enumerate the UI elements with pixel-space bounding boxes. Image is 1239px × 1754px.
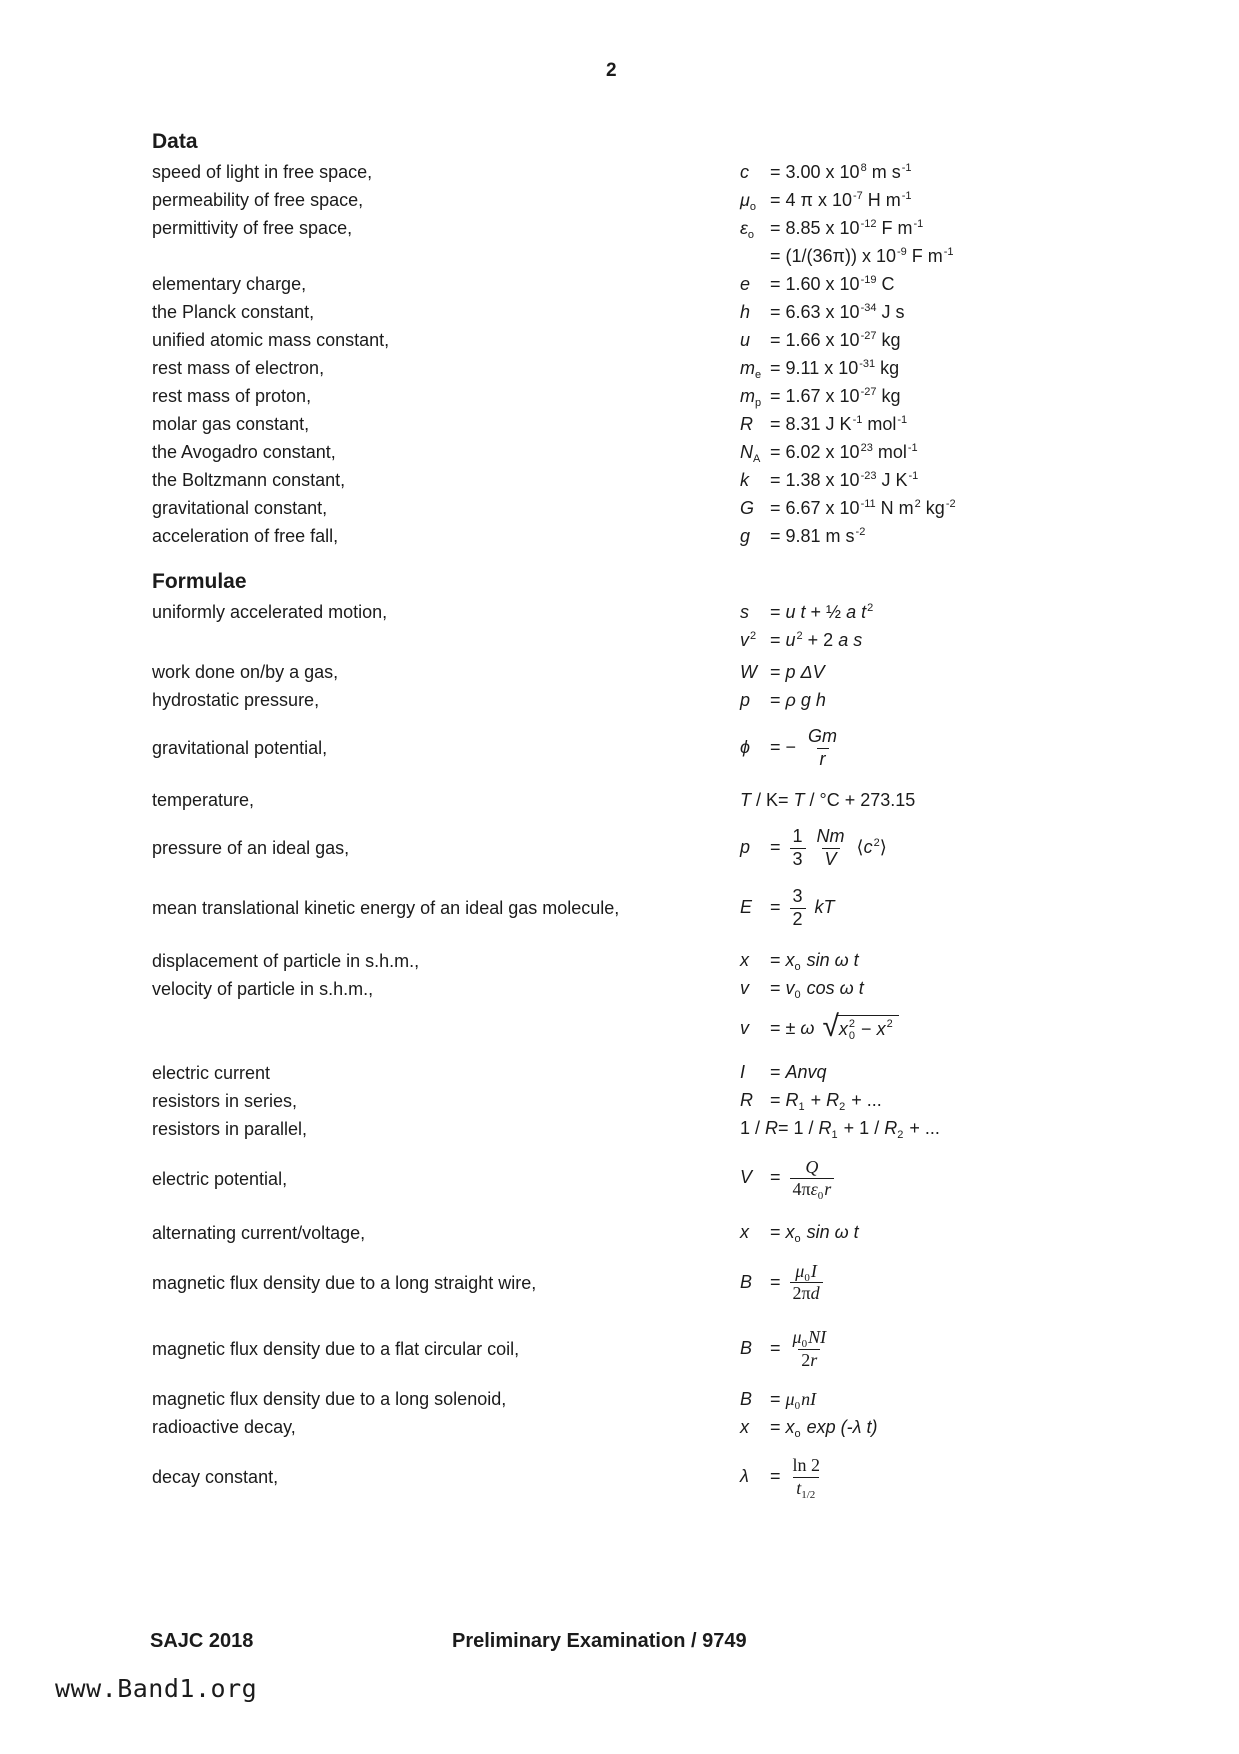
- formula-row: [152, 720, 1209, 776]
- formula-row: [152, 820, 1209, 876]
- row-label: velocity of particle in s.h.m.,: [152, 978, 374, 999]
- row-formula: W = p ΔV: [740, 661, 825, 682]
- row-label: resistors in series,: [152, 1090, 298, 1111]
- row-formula: 1 / R= 1 / R1 + 1 / R2 + ...: [740, 1118, 940, 1142]
- row-formula: R = R1 + R2 + ...: [740, 1090, 882, 1114]
- formula-row: [152, 598, 1209, 626]
- row-formula: u = 1.66 x 10-27 kg: [740, 329, 901, 350]
- formula-row: [152, 947, 1209, 975]
- formula-row: [152, 686, 1209, 714]
- data-section-heading: Data: [152, 130, 198, 153]
- page-content: [152, 130, 1209, 1505]
- row-label: rest mass of proton,: [152, 386, 312, 406]
- data-row: [152, 242, 1209, 270]
- row-label: temperature,: [152, 790, 255, 811]
- row-label: permeability of free space,: [152, 190, 364, 210]
- row-formula: NA = 6.02 x 1023 mol-1: [740, 441, 918, 465]
- formula-row: [152, 626, 1209, 654]
- row-formula: g = 9.81 m s-2: [740, 525, 866, 546]
- row-formula: ϕ = − $\frac{Gm}{r}$: [740, 726, 838, 769]
- row-formula: εo = 8.85 x 10-12 F m-1: [740, 217, 924, 241]
- data-row: [152, 410, 1209, 438]
- row-label: decay constant,: [152, 1467, 279, 1488]
- row-label: electric potential,: [152, 1168, 288, 1189]
- row-formula: T / K= T / °C + 273.15: [740, 789, 916, 810]
- formula-row: [152, 1321, 1209, 1377]
- page-number: 2: [606, 60, 617, 81]
- data-row: [152, 298, 1209, 326]
- formula-row: [152, 1151, 1209, 1207]
- row-formula: mp = 1.67 x 10-27 kg: [740, 385, 901, 409]
- formulae-section-heading: Formulae: [152, 570, 247, 593]
- row-label: magnetic flux density due to a long straight wire,: [152, 1272, 537, 1293]
- formula-row: [152, 1255, 1209, 1311]
- row-formula: v = v0 cos ω t: [740, 978, 864, 1002]
- row-formula: v2 = u2 + 2 a s: [740, 629, 863, 650]
- row-label: mean translational kinetic energy of an ideal gas molecule,: [152, 898, 620, 919]
- data-row: [152, 270, 1209, 298]
- row-label: uniformly accelerated motion,: [152, 602, 388, 622]
- footer-school-year: SAJC 2018: [150, 1630, 254, 1652]
- footer-exam-title: Preliminary Examination / 9749: [452, 1630, 747, 1652]
- row-label: gravitational potential,: [152, 738, 328, 759]
- formula-row: [152, 880, 1209, 936]
- row-label: displacement of particle in s.h.m.,: [152, 950, 420, 971]
- row-label: unified atomic mass constant,: [152, 330, 390, 350]
- row-formula: I = Anvq: [740, 1062, 827, 1083]
- row-formula: e = 1.60 x 10-19 C: [740, 273, 895, 294]
- row-formula: = (1/(36π)) x 10-9 F m-1: [770, 245, 954, 266]
- row-label: gravitational constant,: [152, 498, 328, 518]
- row-formula: x = xo exp (-λ t): [740, 1416, 878, 1440]
- formulae-section-rows: [152, 598, 1209, 1505]
- row-label: work done on/by a gas,: [152, 662, 339, 682]
- row-formula: λ = $\frac{\ln 2}{t1/2}$: [740, 1455, 821, 1501]
- row-label: the Boltzmann constant,: [152, 470, 346, 490]
- row-label: magnetic flux density due to a flat circular coil,: [152, 1339, 520, 1360]
- data-row: [152, 326, 1209, 354]
- row-formula: k = 1.38 x 10-23 J K-1: [740, 469, 919, 490]
- row-formula: B = $\frac{\mu 0I}{2\pi d}$: [740, 1261, 827, 1305]
- row-formula: μo = 4 π x 10-7 H m-1: [740, 189, 912, 213]
- formula-row: [152, 1011, 1209, 1049]
- formula-row: [152, 786, 1209, 814]
- row-formula: V = $\frac{Q}{4\pi\varepsilon 0r}$: [740, 1157, 838, 1201]
- row-formula: R = 8.31 J K-1 mol-1: [740, 413, 908, 434]
- data-row: [152, 494, 1209, 522]
- row-label: speed of light in free space,: [152, 162, 373, 182]
- row-label: magnetic flux density due to a long solenoid,: [152, 1389, 507, 1410]
- row-label: resistors in parallel,: [152, 1118, 308, 1139]
- data-row: [152, 466, 1209, 494]
- row-label: rest mass of electron,: [152, 358, 325, 378]
- formula-row: [152, 1449, 1209, 1505]
- row-formula: x = xo sin ω t: [740, 950, 859, 974]
- data-row: [152, 186, 1209, 214]
- row-label: electric current: [152, 1062, 271, 1083]
- row-label: acceleration of free fall,: [152, 526, 339, 546]
- data-row: [152, 214, 1209, 242]
- row-formula: me = 9.11 x 10-31 kg: [740, 357, 900, 381]
- formula-row: [152, 1115, 1209, 1143]
- formula-row: [152, 1087, 1209, 1115]
- row-label: permittivity of free space,: [152, 218, 353, 238]
- data-row: [152, 354, 1209, 382]
- data-row: [152, 382, 1209, 410]
- watermark-url: www.Band1.org: [55, 1674, 258, 1703]
- row-label: the Avogadro constant,: [152, 442, 336, 462]
- data-row: [152, 158, 1209, 186]
- formula-row: [152, 1059, 1209, 1087]
- data-row: [152, 522, 1209, 550]
- row-formula: B = $\frac{\mu 0NI}{2r}$: [740, 1326, 827, 1370]
- data-section-rows: [152, 158, 1209, 550]
- formula-row: [152, 1413, 1209, 1441]
- row-formula: x = xo sin ω t: [740, 1222, 859, 1246]
- row-label: hydrostatic pressure,: [152, 690, 320, 710]
- row-formula: B = μ0nI: [740, 1388, 817, 1412]
- row-formula: G = 6.67 x 10-11 N m2 kg-2: [740, 497, 956, 518]
- row-label: molar gas constant,: [152, 414, 310, 434]
- row-formula: s = u t + ½ a t2: [740, 601, 874, 622]
- row-formula: v = ± ω √ x 2 0 − x2: [740, 1015, 899, 1045]
- formula-row: [152, 658, 1209, 686]
- formula-row: [152, 1219, 1209, 1247]
- row-label: alternating current/voltage,: [152, 1222, 366, 1243]
- row-formula: c = 3.00 x 108 m s-1: [740, 161, 912, 182]
- data-row: [152, 438, 1209, 466]
- row-formula: p = $\frac{1}{3}$ $\frac{Nm}{V}$ ⟨c2⟩: [740, 826, 887, 869]
- row-formula: h = 6.63 x 10-34 J s: [740, 301, 905, 322]
- row-formula: p = ρ g h: [740, 689, 826, 710]
- formula-row: [152, 1385, 1209, 1413]
- formula-row: [152, 975, 1209, 1003]
- row-formula: E = $\frac{3}{2}$ kT: [740, 886, 835, 929]
- row-label: radioactive decay,: [152, 1417, 296, 1438]
- row-label: pressure of an ideal gas,: [152, 838, 350, 859]
- row-label: elementary charge,: [152, 274, 307, 294]
- row-label: the Planck constant,: [152, 302, 315, 322]
